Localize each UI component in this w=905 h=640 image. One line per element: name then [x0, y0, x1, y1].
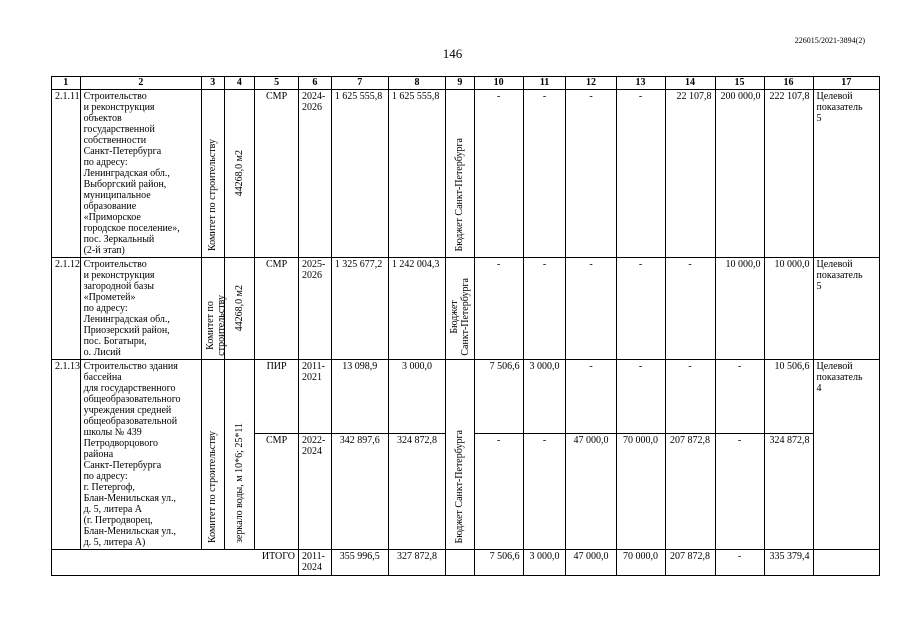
object-description: Строительство и реконструкция загородной базы «Прометей» по адресу: Ленинградская обл., Приозерский район, пос. Богатыри, о. Лисий: [80, 258, 201, 360]
period: 2022- 2024: [299, 433, 332, 549]
work-type: ПИР: [255, 360, 299, 434]
work-type: СМР: [255, 258, 299, 360]
value-column-14: 22 107,8: [665, 90, 715, 258]
value-column-13: -: [616, 90, 665, 258]
investment-table: [51, 76, 880, 576]
cost-column-8: 324 872,8: [388, 433, 445, 549]
value-column-10: 7 506,6: [474, 360, 523, 434]
value-column-15: -: [715, 433, 764, 549]
total-column-12: 47 000,0: [566, 550, 616, 576]
funding-source: Бюджет Санкт-Петербурга: [454, 137, 466, 251]
target-indicator: Целевой показатель 5: [813, 258, 879, 360]
value-column-11: -: [523, 90, 566, 258]
target-indicator: Целевой показатель 5: [813, 90, 879, 258]
funding-source: Бюджет Санкт-Петербурга: [454, 429, 466, 543]
cost-column-8: 1 242 004,3: [388, 258, 445, 360]
table-row: [52, 258, 880, 360]
value-column-16: 324 872,8: [764, 433, 813, 549]
column-number: 1: [52, 77, 81, 90]
total-column-8: 327 872,8: [388, 550, 445, 576]
total-column-11: 3 000,0: [523, 550, 566, 576]
value-column-10: -: [474, 433, 523, 549]
capacity-label: 44268,0 м2: [233, 285, 245, 332]
cost-column-8: 1 625 555,8: [388, 90, 445, 258]
value-column-10: -: [474, 90, 523, 258]
total-label: ИТОГО: [52, 550, 299, 576]
value-column-12: -: [566, 360, 616, 434]
table-row: [52, 90, 880, 258]
empty-cell: [446, 550, 475, 576]
value-column-11: 3 000,0: [523, 360, 566, 434]
period: 2011- 2021: [299, 360, 332, 434]
column-number: 3: [202, 77, 224, 90]
total-column-10: 7 506,6: [474, 550, 523, 576]
total-row: [52, 550, 880, 576]
value-column-10: -: [474, 258, 523, 360]
column-number-row: [52, 77, 880, 90]
value-column-13: -: [616, 360, 665, 434]
value-column-12: -: [566, 90, 616, 258]
funding-source: Бюджет Санкт-Петербурга: [449, 278, 472, 356]
total-column-14: 207 872,8: [665, 550, 715, 576]
total-period: 2011- 2024: [299, 550, 332, 576]
total-column-15: -: [715, 550, 764, 576]
document-number: 226015/2021-3894(2): [794, 36, 865, 45]
work-type: СМР: [255, 90, 299, 258]
value-column-16: 10 000,0: [764, 258, 813, 360]
value-column-11: -: [523, 258, 566, 360]
capacity-label: 44268,0 м2: [233, 150, 245, 197]
row-number: 2.1.12: [52, 258, 81, 360]
column-number: 7: [331, 77, 388, 90]
value-column-13: 70 000,0: [616, 433, 665, 549]
total-cost: 355 996,5: [331, 550, 388, 576]
object-description: Строительство здания бассейна для государственного общеобразовательного учреждения средней общеобразовательной школы № 439 Петродворцового района Санкт-Петербурга по адресу: г. Петергоф, Блан-Менильская ул., д. 5, литера А (г. Петродворец, Блан-Менильская ул., д. 5, литера А): [80, 360, 201, 550]
table-row: [52, 360, 880, 434]
row-number: 2.1.13: [52, 360, 81, 550]
column-number: 6: [299, 77, 332, 90]
executor-label: Комитет по строительству: [207, 138, 219, 251]
column-number: 4: [224, 77, 255, 90]
column-number: 10: [474, 77, 523, 90]
column-number: 16: [764, 77, 813, 90]
column-number: 15: [715, 77, 764, 90]
value-column-11: -: [523, 433, 566, 549]
value-column-14: -: [665, 258, 715, 360]
column-number: 12: [566, 77, 616, 90]
executor-label: Комитет по строительству: [205, 295, 228, 356]
empty-cell: [813, 550, 879, 576]
value-column-13: -: [616, 258, 665, 360]
total-cost: 13 098,9: [331, 360, 388, 434]
value-column-12: 47 000,0: [566, 433, 616, 549]
capacity-label: зеркало воды, м 10*6; 25*11: [233, 422, 245, 543]
work-type: СМР: [255, 433, 299, 549]
period: 2024- 2026: [299, 90, 332, 258]
total-column-16: 335 379,4: [764, 550, 813, 576]
value-column-15: -: [715, 360, 764, 434]
column-number: 2: [80, 77, 201, 90]
column-number: 14: [665, 77, 715, 90]
row-number: 2.1.11: [52, 90, 81, 258]
column-number: 9: [446, 77, 475, 90]
value-column-15: 200 000,0: [715, 90, 764, 258]
column-number: 13: [616, 77, 665, 90]
column-number: 11: [523, 77, 566, 90]
period: 2025- 2026: [299, 258, 332, 360]
cost-column-8: 3 000,0: [388, 360, 445, 434]
value-column-14: -: [665, 360, 715, 434]
value-column-16: 222 107,8: [764, 90, 813, 258]
page-number: 146: [442, 46, 463, 61]
value-column-14: 207 872,8: [665, 433, 715, 549]
value-column-15: 10 000,0: [715, 258, 764, 360]
total-column-13: 70 000,0: [616, 550, 665, 576]
column-number: 5: [255, 77, 299, 90]
total-cost: 1 325 677,2: [331, 258, 388, 360]
total-cost: 1 625 555,8: [331, 90, 388, 258]
executor-label: Комитет по строительству: [207, 430, 219, 543]
value-column-12: -: [566, 258, 616, 360]
column-number: 8: [388, 77, 445, 90]
column-number: 17: [813, 77, 879, 90]
object-description: Строительство и реконструкция объектов государственной собственности Санкт-Петербурга по адресу: Ленинградская обл., Выборгский район, муниципальное образование «Приморское городское поселение», пос. Зеркальный (2-й этап): [80, 90, 201, 258]
total-cost: 342 897,6: [331, 433, 388, 549]
value-column-16: 10 506,6: [764, 360, 813, 434]
target-indicator: Целевой показатель 4: [813, 360, 879, 550]
